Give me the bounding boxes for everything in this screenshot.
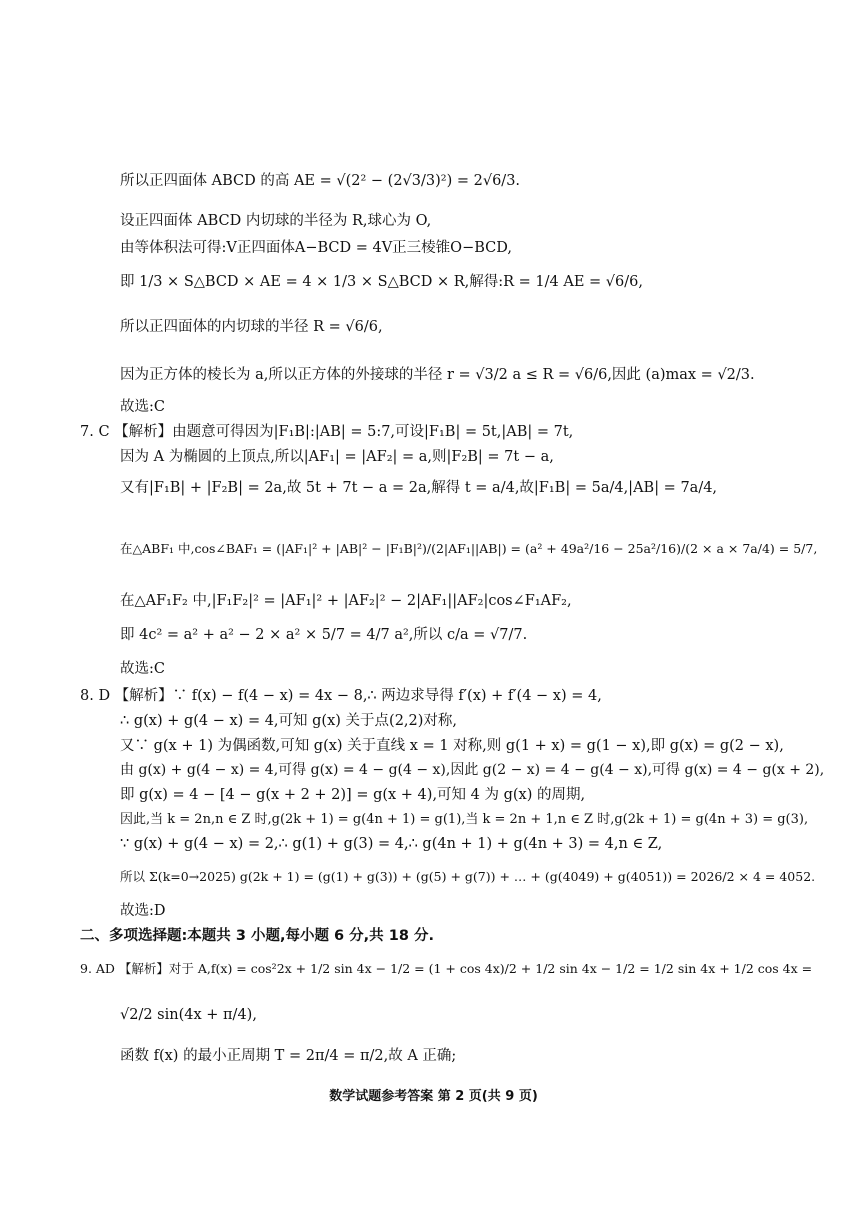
text-line: ∴ g(x) + g(4 − x) = 4,可知 g(x) 关于点(2,2)对称, — [120, 713, 458, 729]
text-line: 9. AD 【解析】对于 A,f(x) = cos²2x + 1/2 sin 4x − 1/2 = (1 + cos 4x)/2 + 1/2 sin 4x − 1/2 = 1/2 sin 4x + 1/2 cos 4x = — [80, 961, 813, 976]
text-line: 故选:C — [120, 399, 165, 415]
text-line: 设正四面体 ABCD 内切球的半径为 R,球心为 O, — [120, 213, 432, 229]
text-line: 7. C 【解析】由题意可得因为|F₁B|:|AB| = 5:7,可设|F₁B| = 5t,|AB| = 7t, — [80, 424, 574, 440]
text-line: 即 g(x) = 4 − [4 − g(x + 2 + 2)] = g(x + 4),可知 4 为 g(x) 的周期, — [120, 787, 586, 803]
text-line: 即 4c² = a² + a² − 2 × a² × 5/7 = 4/7 a²,所以 c/a = √7/7. — [120, 627, 528, 643]
text-line: √2/2 sin(4x + π/4), — [120, 1007, 257, 1023]
text-line: 由 g(x) + g(4 − x) = 4,可得 g(x) = 4 − g(4 − x),因此 g(2 − x) = 4 − g(4 − x),可得 g(x) = 4 − g(x + 2), — [120, 762, 825, 778]
text-line: 在△ABF₁ 中,cos∠BAF₁ = (|AF₁|² + |AB|² − |F₁B|²)/(2|AF₁||AB|) = (a² + 49a²/16 − 25a²/16)/(2 × a × 7a/4) = 5/7, — [120, 541, 818, 556]
text-line: 即 1/3 × S△BCD × AE = 4 × 1/3 × S△BCD × R,解得:R = 1/4 AE = √6/6, — [120, 274, 643, 290]
section-title: 二、多项选择题:本题共 3 小题,每小题 6 分,共 18 分. — [80, 928, 434, 944]
text-line: 因此,当 k = 2n,n ∈ Z 时,g(2k + 1) = g(4n + 1) = g(1),当 k = 2n + 1,n ∈ Z 时,g(2k + 1) = g(4n + 3) = g(3), — [120, 812, 809, 827]
text-line: 因为 A 为椭圆的上顶点,所以|AF₁| = |AF₂| = a,则|F₂B| = 7t − a, — [120, 449, 554, 465]
text-line: 因为正方体的棱长为 a,所以正方体的外接球的半径 r = √3/2 a ≤ R = √6/6,因此 (a)max = √2/3. — [120, 367, 755, 383]
page-footer: 数学试题参考答案 第 2 页(共 9 页) — [329, 1089, 538, 1104]
text-line: 8. D 【解析】∵ f(x) − f(4 − x) = 4x − 8,∴ 两边求导得 f′(x) + f′(4 − x) = 4, — [80, 688, 602, 704]
text-line: 所以正四面体 ABCD 的高 AE = √(2² − (2√3/3)²) = 2√6/3. — [120, 173, 521, 189]
text-line: 所以 Σ(k=0→2025) g(2k + 1) = (g(1) + g(3)) + (g(5) + g(7)) + … + (g(4049) + g(4051)) = 2026/2 × 4 = 4052. — [120, 869, 816, 884]
text-line: 故选:D — [120, 903, 166, 919]
text-line: 故选:C — [120, 661, 165, 677]
text-line: 由等体积法可得:V正四面体A−BCD = 4V正三棱锥O−BCD, — [120, 240, 512, 256]
text-line: 又有|F₁B| + |F₂B| = 2a,故 5t + 7t − a = 2a,解得 t = a/4,故|F₁B| = 5a/4,|AB| = 7a/4, — [120, 480, 718, 496]
text-line: ∵ g(x) + g(4 − x) = 2,∴ g(1) + g(3) = 4,∴ g(4n + 1) + g(4n + 3) = 4,n ∈ Z, — [120, 836, 663, 852]
text-line: 函数 f(x) 的最小正周期 T = 2π/4 = π/2,故 A 正确; — [120, 1048, 457, 1064]
text-line: 又∵ g(x + 1) 为偶函数,可知 g(x) 关于直线 x = 1 对称,则 g(1 + x) = g(1 − x),即 g(x) = g(2 − x), — [120, 738, 784, 754]
text-line: 在△AF₁F₂ 中,|F₁F₂|² = |AF₁|² + |AF₂|² − 2|AF₁||AF₂|cos∠F₁AF₂, — [120, 593, 572, 609]
text-line: 所以正四面体的内切球的半径 R = √6/6, — [120, 319, 383, 335]
